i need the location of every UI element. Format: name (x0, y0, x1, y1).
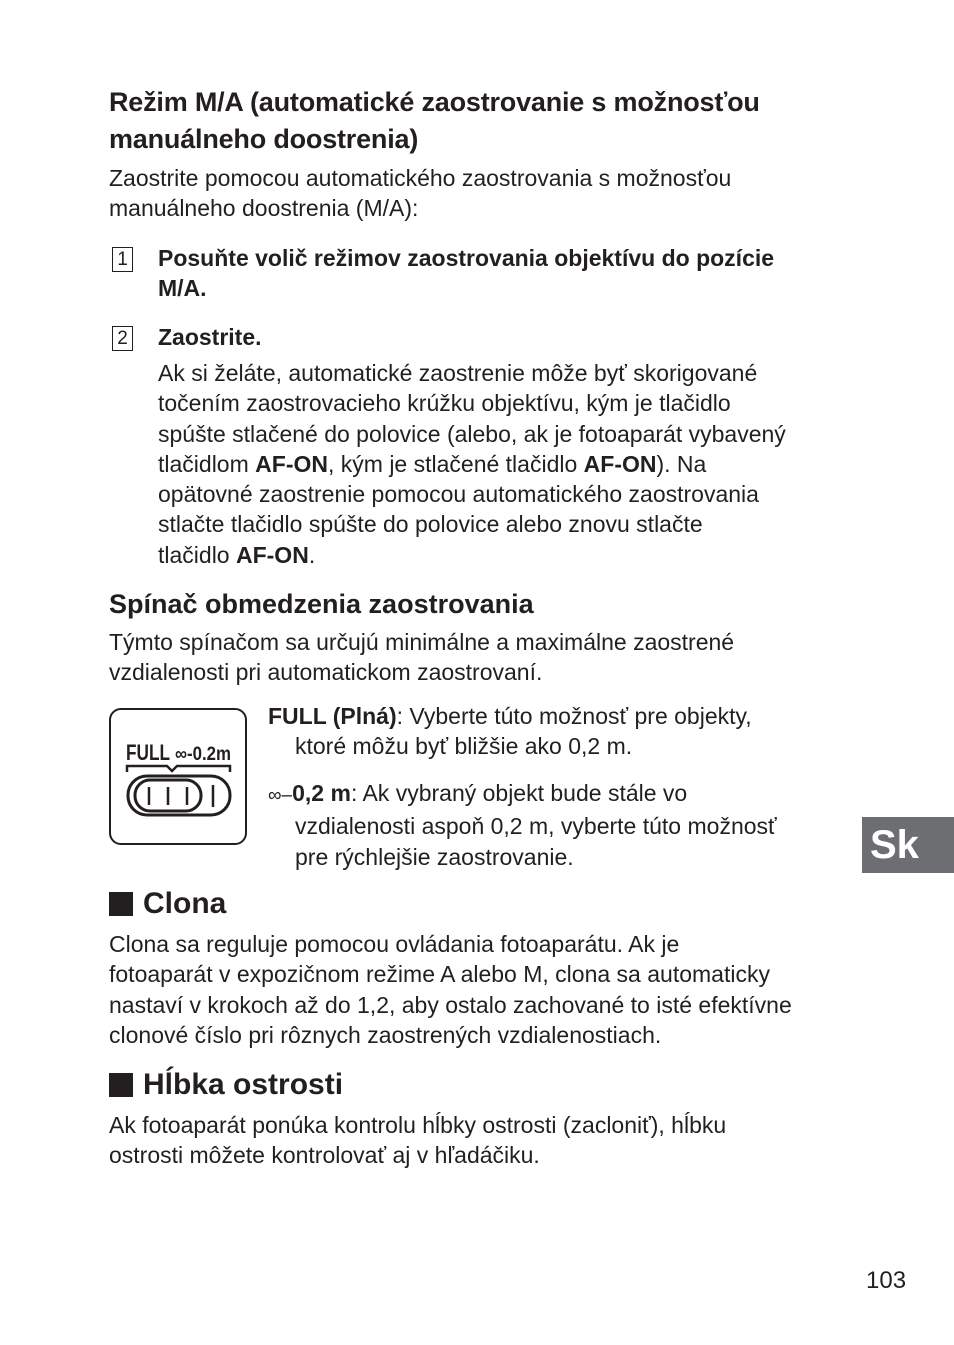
ma-intro-line2: manuálneho doostrenia (M/A): (109, 195, 419, 222)
full-option-line1 (268, 701, 848, 731)
range-option-line3: pre rýchlejšie zaostrovanie. (295, 843, 574, 870)
aperture-line3: nastaví v krokoch až do 1,2, aby ostalo zachované to isté efektívne (109, 991, 792, 1018)
switch-label-full: FULL (126, 740, 170, 765)
dof-line1: Ak fotoaparát ponúka kontrolu hĺbky ostrosti (zacloniť), hĺbku (109, 1112, 727, 1138)
range-option-line2: vzdialenosti aspoň 0,2 m, vyberte túto možnosť (295, 813, 777, 840)
step-2-line7 (158, 540, 858, 570)
full-option-text: : Vyberte túto možnosť pre objekty, (396, 703, 752, 729)
step-2-line4-a: tlačidlom (158, 450, 256, 477)
af-on-label: AF-ON (255, 450, 328, 477)
dof-line2: ostrosti môžete kontrolovať aj v hľadáčiku. (109, 1142, 540, 1169)
infinity-symbol: ∞– (268, 785, 293, 806)
full-option-line2: ktoré môžu byť bližšie ako 0,2 m. (295, 733, 633, 760)
full-option-term: FULL (Plná) (268, 703, 397, 729)
dof-heading-text: Hĺbka ostrosti (143, 1068, 344, 1101)
section-marker-icon (109, 1073, 133, 1097)
aperture-heading-text: Clona (143, 887, 227, 920)
step-2-line1: Ak si želáte, automatické zaostrenie môže byť skorigované (158, 360, 758, 386)
focus-limit-switch-illustration (109, 708, 247, 845)
step-1-title-line1: Posuňte volič režimov zaostrovania objektívu do pozície (158, 245, 775, 271)
step-2-line7-a: tlačidlo (158, 541, 236, 568)
switch-label-range: ∞-0.2m (175, 744, 231, 765)
limit-intro (109, 627, 869, 688)
ma-section-heading (109, 84, 869, 158)
dof-heading (109, 1066, 343, 1104)
step-2-line6: stlačte tlačidlo spúšte do polovice alebo znovu stlačte (158, 511, 703, 538)
step-2-line5: opätovné zaostrenie pomocou automatického zaostrovania (158, 481, 759, 508)
range-option-text: : Ak vybraný objekt bude stále vo (350, 780, 688, 806)
step-2-body (158, 358, 858, 570)
aperture-line4: clonové číslo pri rôznych zaostrených vzdialenostiach. (109, 1021, 662, 1048)
ma-intro (109, 163, 869, 224)
aperture-line1: Clona sa reguluje pomocou ovládania fotoaparátu. Ak je (109, 931, 680, 957)
full-option (268, 701, 848, 762)
page-number: 103 (866, 1267, 907, 1294)
focus-limit-switch-icon (109, 708, 247, 845)
aperture-body (109, 929, 869, 1050)
af-on-label: AF-ON (235, 541, 309, 568)
aperture-heading (109, 885, 226, 923)
limit-intro-line2: vzdialenosti pri automatickom zaostrovaní. (109, 659, 543, 686)
range-option-term: 0,2 m (292, 780, 351, 806)
step-1-title-line2: M/A. (158, 275, 207, 302)
step-2-line4-c: , kým je stlačené tlačidlo (327, 450, 584, 477)
dof-body (109, 1110, 869, 1171)
step-2-line4-e: ). Na (656, 450, 707, 477)
aperture-line2: fotoaparát v expozičnom režime A alebo M, clona sa automaticky (109, 961, 770, 988)
ma-intro-line1: Zaostrite pomocou automatického zaostrovania s možnosťou (109, 165, 732, 191)
step-2-line4 (158, 449, 858, 479)
range-option (268, 778, 848, 872)
ma-heading-line1: Režim M/A (automatické zaostrovanie s možnosťou (109, 87, 760, 117)
step-2-title: Zaostrite. (158, 324, 262, 350)
af-on-label: AF-ON (583, 450, 657, 477)
ma-heading-line2: manuálneho doostrenia) (109, 124, 419, 154)
step-2-line2: točením zaostrovacieho krúžku objektívu, kým je tlačidlo (158, 390, 731, 417)
step-2-line3: spúšte stlačené do polovice (alebo, ak je fotoaparát vybavený (158, 420, 786, 447)
limit-intro-line1: Týmto spínačom sa určujú minimálne a maximálne zaostrené (109, 629, 735, 655)
language-tab: Sk (862, 817, 954, 873)
step-1-title (158, 243, 858, 304)
step-2-number: 2 (112, 326, 133, 351)
step-1-number: 1 (112, 247, 133, 272)
section-marker-icon (109, 892, 133, 916)
range-option-line1 (268, 778, 848, 811)
step-2-line7-c: . (308, 541, 316, 568)
limit-section-heading: Spínač obmedzenia zaostrovania (109, 589, 534, 619)
